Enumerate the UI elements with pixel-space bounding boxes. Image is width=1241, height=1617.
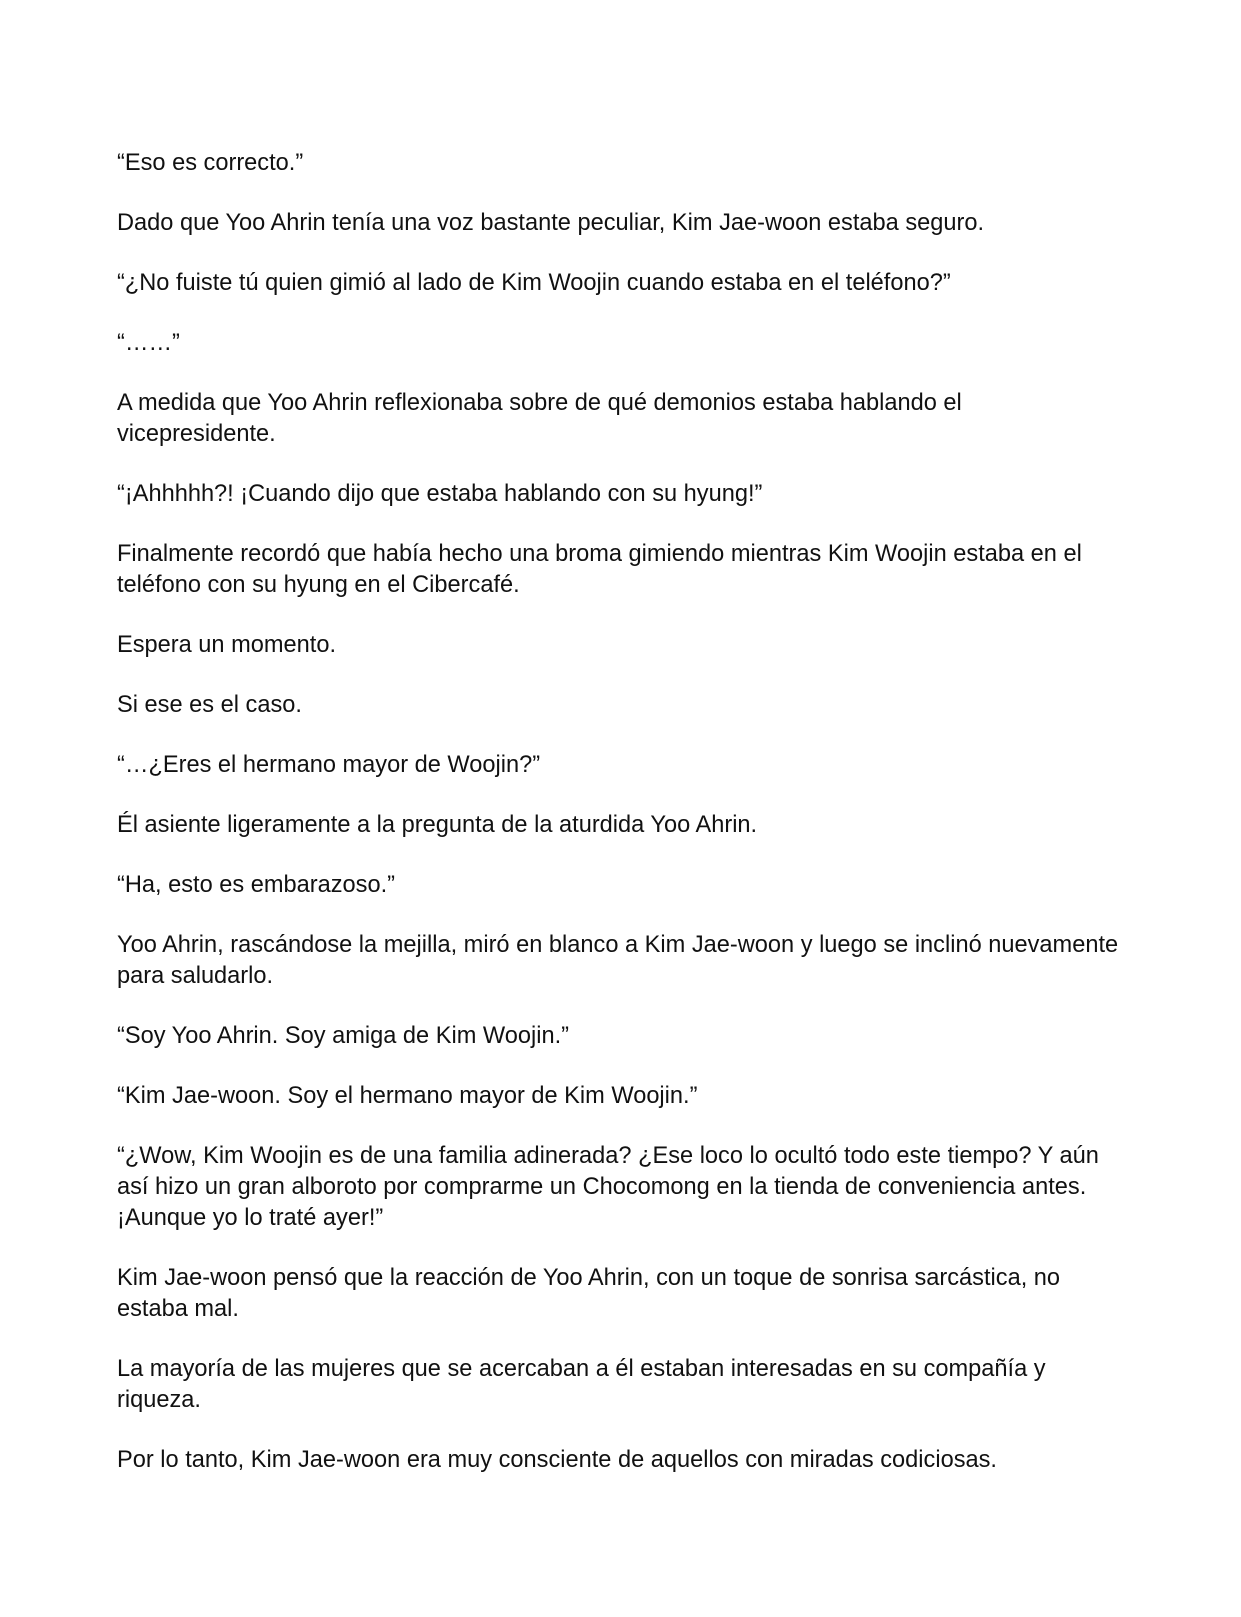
paragraph: “¿No fuiste tú quien gimió al lado de Kim Woojin cuando estaba en el teléfono?” bbox=[117, 270, 951, 296]
paragraph: Yoo Ahrin, rascándose la mejilla, miró en blanco a Kim Jae-woon y luego se inclinó nuevamente para saludarlo. bbox=[117, 932, 1119, 989]
paragraph: “¡Ahhhhh?! ¡Cuando dijo que estaba hablando con su hyung!” bbox=[117, 481, 763, 507]
paragraph: “Soy Yoo Ahrin. Soy amiga de Kim Woojin.” bbox=[117, 1023, 570, 1049]
paragraph: “Eso es correcto.” bbox=[117, 150, 304, 176]
paragraph: “¿Wow, Kim Woojin es de una familia adinerada? ¿Ese loco lo ocultó todo este tiempo? Y aún así hizo un gran alboroto por comprarme un Chocomong en la tienda de conveniencia antes. ¡Aunque yo lo traté ayer!” bbox=[117, 1143, 1099, 1231]
paragraph: “Kim Jae-woon. Soy el hermano mayor de Kim Woojin.” bbox=[117, 1083, 698, 1109]
paragraph: Kim Jae-woon pensó que la reacción de Yoo Ahrin, con un toque de sonrisa sarcástica, no estaba mal. bbox=[117, 1265, 1061, 1322]
paragraph: “…¿Eres el hermano mayor de Woojin?” bbox=[117, 752, 541, 778]
paragraph: Dado que Yoo Ahrin tenía una voz bastante peculiar, Kim Jae-woon estaba seguro. bbox=[117, 210, 985, 236]
paragraph: Espera un momento. bbox=[117, 632, 337, 658]
paragraph: Finalmente recordó que había hecho una broma gimiendo mientras Kim Woojin estaba en el teléfono con su hyung en el Cibercafé. bbox=[117, 541, 1082, 598]
text-body bbox=[117, 148, 1127, 1505]
paragraph: Él asiente ligeramente a la pregunta de la aturdida Yoo Ahrin. bbox=[117, 812, 758, 838]
paragraph: La mayoría de las mujeres que se acercaban a él estaban interesadas en su compañía y riqueza. bbox=[117, 1356, 1046, 1413]
paragraph: “……” bbox=[117, 330, 180, 356]
paragraph: Por lo tanto, Kim Jae-woon era muy consciente de aquellos con miradas codiciosas. bbox=[117, 1447, 997, 1473]
paragraph: A medida que Yoo Ahrin reflexionaba sobre de qué demonios estaba hablando el vicepresidente. bbox=[117, 390, 962, 447]
paragraph: Si ese es el caso. bbox=[117, 692, 302, 718]
paragraph: “Ha, esto es embarazoso.” bbox=[117, 872, 395, 898]
